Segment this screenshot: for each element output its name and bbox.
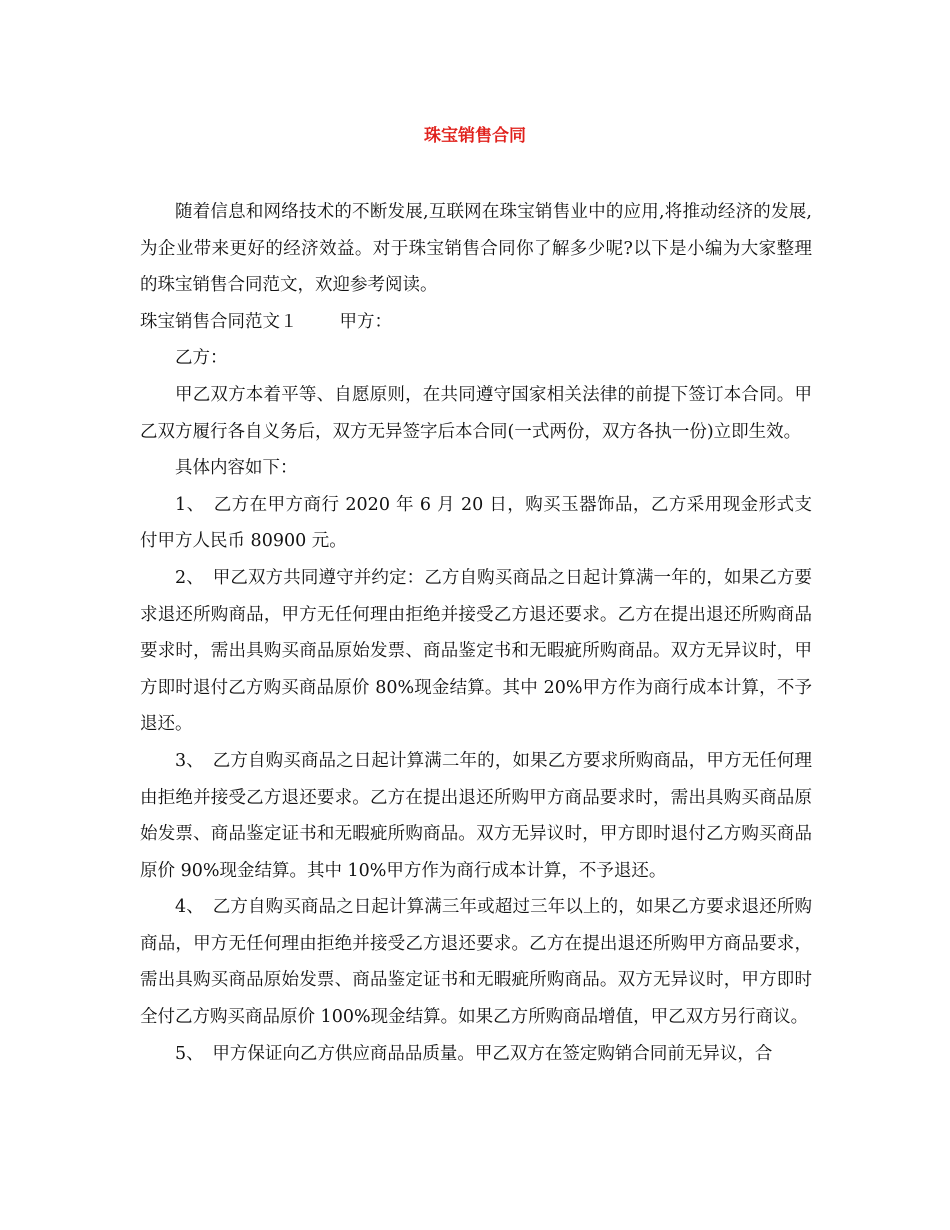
sample-heading: 珠宝销售合同范文１ xyxy=(140,311,298,332)
sample-heading-line xyxy=(140,304,812,341)
principle-paragraph: 甲乙双方本着平等、自愿原则，在共同遵守国家相关法律的前提下签订本合同。甲乙双方履行各自义务后，双方无异签字后本合同(一式两份，双方各执一份)立即生效。 xyxy=(140,384,812,442)
clause-4: 4、 乙方自购买商品之日起计算满三年或超过三年以上的，如果乙方要求退还所购商品，甲方无任何理由拒绝并接受乙方退还要求。乙方在提出退还所购甲方商品要求，需出具购买商品原始发票、商品鉴定证书和无暇疵所购商品。双方无异议时，甲方即时全付乙方购买商品原价 100%现金结算。如果乙方所购商品增值，甲乙双方另行商议。 xyxy=(140,897,812,1028)
clause-5: 5、 甲方保证向乙方供应商品品质量。甲乙双方在签定购销合同前无异议，合 xyxy=(175,1043,773,1064)
clause-3: 3、 乙方自购买商品之日起计算满二年的，如果乙方要求所购商品，甲方无任何理由拒绝并接受乙方退还要求。乙方在提出退还所购甲方商品要求时，需出具购买商品原始发票、商品鉴定证书和无暇疵所购商品。双方无异议时，甲方即时退付乙方购买商品原价 90%现金结算。其中 10%甲方作为商行成本计算，不予退还。 xyxy=(140,750,812,881)
clause-1: 1、 乙方在甲方商行 2020 年 6 月 20 日，购买玉器饰品，乙方采用现金形式支付甲方人民币 80900 元。 xyxy=(140,494,812,552)
clause-2: 2、 甲乙双方共同遵守并约定：乙方自购买商品之日起计算满一年的，如果乙方要求退还所购商品，甲方无任何理由拒绝并接受乙方退还要求。乙方在提出退还所购商品要求时，需出具购买商品原始发票、商品鉴定书和无暇疵所购商品。双方无异议时，甲方即时退付乙方购买商品原价 80%现金结算。其中 20%甲方作为商行成本计算，不予退还。 xyxy=(140,567,812,735)
intro-paragraph: 随着信息和网络技术的不断发展,互联网在珠宝销售业中的应用,将推动经济的发展,为企业带来更好的经济效益。对于珠宝销售合同你了解多少呢?以下是小编为大家整理的珠宝销售合同范文，欢迎参考阅读。 xyxy=(140,202,812,296)
content-heading: 具体内容如下： xyxy=(175,458,298,479)
document-title: 珠宝销售合同 xyxy=(424,126,526,146)
party-a-label: 甲方： xyxy=(339,311,392,332)
document-body xyxy=(140,194,812,1072)
party-b-label: 乙方： xyxy=(175,348,228,369)
